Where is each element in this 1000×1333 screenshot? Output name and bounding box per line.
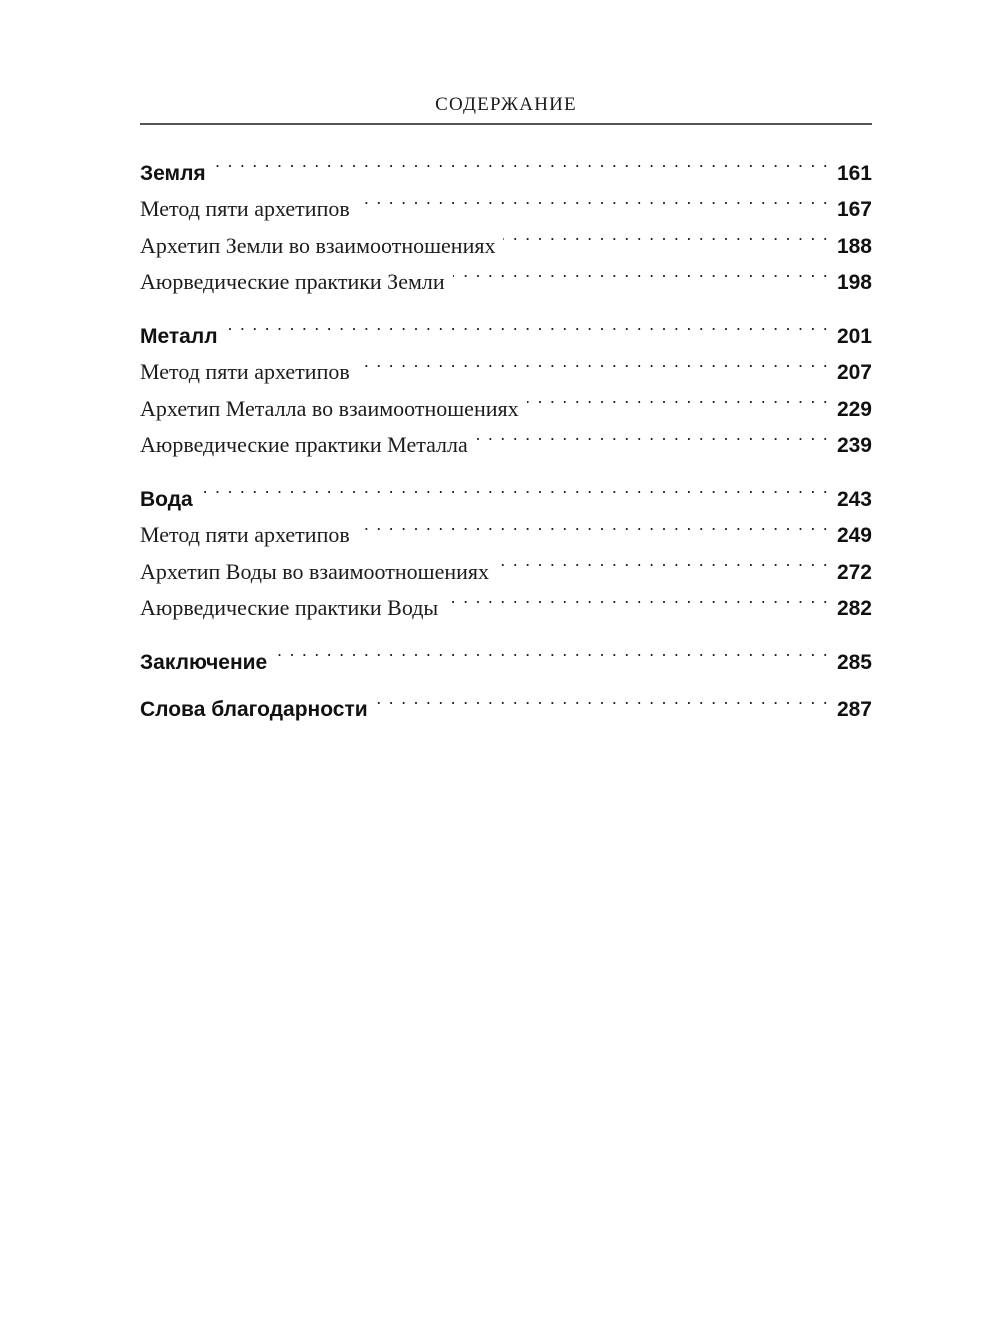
toc-page-number: 188 <box>836 234 872 258</box>
toc-page-number: 249 <box>836 524 872 547</box>
toc-chapter-metal[interactable] <box>140 306 872 348</box>
toc-page-number: 207 <box>836 361 872 384</box>
dot-leader <box>446 579 829 616</box>
toc-page-number: 285 <box>836 650 872 674</box>
dot-leader <box>476 416 829 453</box>
toc-entry-title: Аюрведические практики Воды <box>140 595 439 620</box>
toc-chapter-water[interactable] <box>140 469 872 511</box>
toc-entry[interactable] <box>140 506 872 547</box>
toc-page-number: 287 <box>836 698 872 721</box>
dot-leader <box>358 506 829 543</box>
toc-entry-title: Архетип Земли во взаимоотношениях <box>140 232 496 258</box>
toc-page-number: 243 <box>836 487 872 511</box>
toc-entry-title: Аюрведические практики Металла <box>140 432 468 457</box>
dot-leader <box>201 469 829 506</box>
toc-chapter-earth[interactable] <box>140 143 872 185</box>
toc-chapter-title: Слова благодарности <box>140 698 368 721</box>
header-divider <box>140 123 872 125</box>
toc-chapter-title: Заключение <box>140 650 268 674</box>
toc-page-number: 167 <box>836 198 872 221</box>
toc-page-number: 201 <box>836 324 872 348</box>
toc-entry-title: Архетип Металла во взаимоотношениях <box>140 395 519 421</box>
toc-entry-title: Метод пяти архетипов <box>140 196 350 221</box>
dot-leader <box>497 542 829 579</box>
toc-chapter-title: Металл <box>140 324 218 348</box>
toc-page-number: 272 <box>836 560 872 584</box>
dot-leader <box>376 680 829 717</box>
toc-chapter-acknowledgements[interactable] <box>140 680 872 721</box>
dot-leader <box>358 343 829 380</box>
table-of-contents <box>140 143 872 721</box>
toc-chapter-title: Вода <box>140 487 193 511</box>
toc-page-number: 229 <box>836 397 872 421</box>
toc-page-number: 282 <box>836 597 872 620</box>
toc-entry-title: Метод пяти архетипов <box>140 359 350 384</box>
dot-leader <box>503 216 828 253</box>
toc-entry-title: Аюрведические практики Земли <box>140 269 445 294</box>
toc-entry-title: Архетип Воды во взаимоотношениях <box>140 558 490 584</box>
dot-leader <box>275 632 829 669</box>
dot-leader <box>214 143 829 180</box>
dot-leader <box>226 306 829 343</box>
toc-chapter-title: Земля <box>140 161 206 185</box>
dot-leader <box>358 180 829 217</box>
toc-page-number: 239 <box>836 434 872 457</box>
toc-entry[interactable] <box>140 180 872 221</box>
dot-leader <box>453 253 829 290</box>
toc-page-number: 161 <box>836 161 872 185</box>
page-title: СОДЕРЖАНИЕ <box>435 94 577 115</box>
toc-chapter-conclusion[interactable] <box>140 632 872 674</box>
toc-page-number: 198 <box>836 271 872 294</box>
toc-entry[interactable] <box>140 343 872 384</box>
toc-entry-title: Метод пяти архетипов <box>140 522 350 547</box>
dot-leader <box>527 379 829 416</box>
